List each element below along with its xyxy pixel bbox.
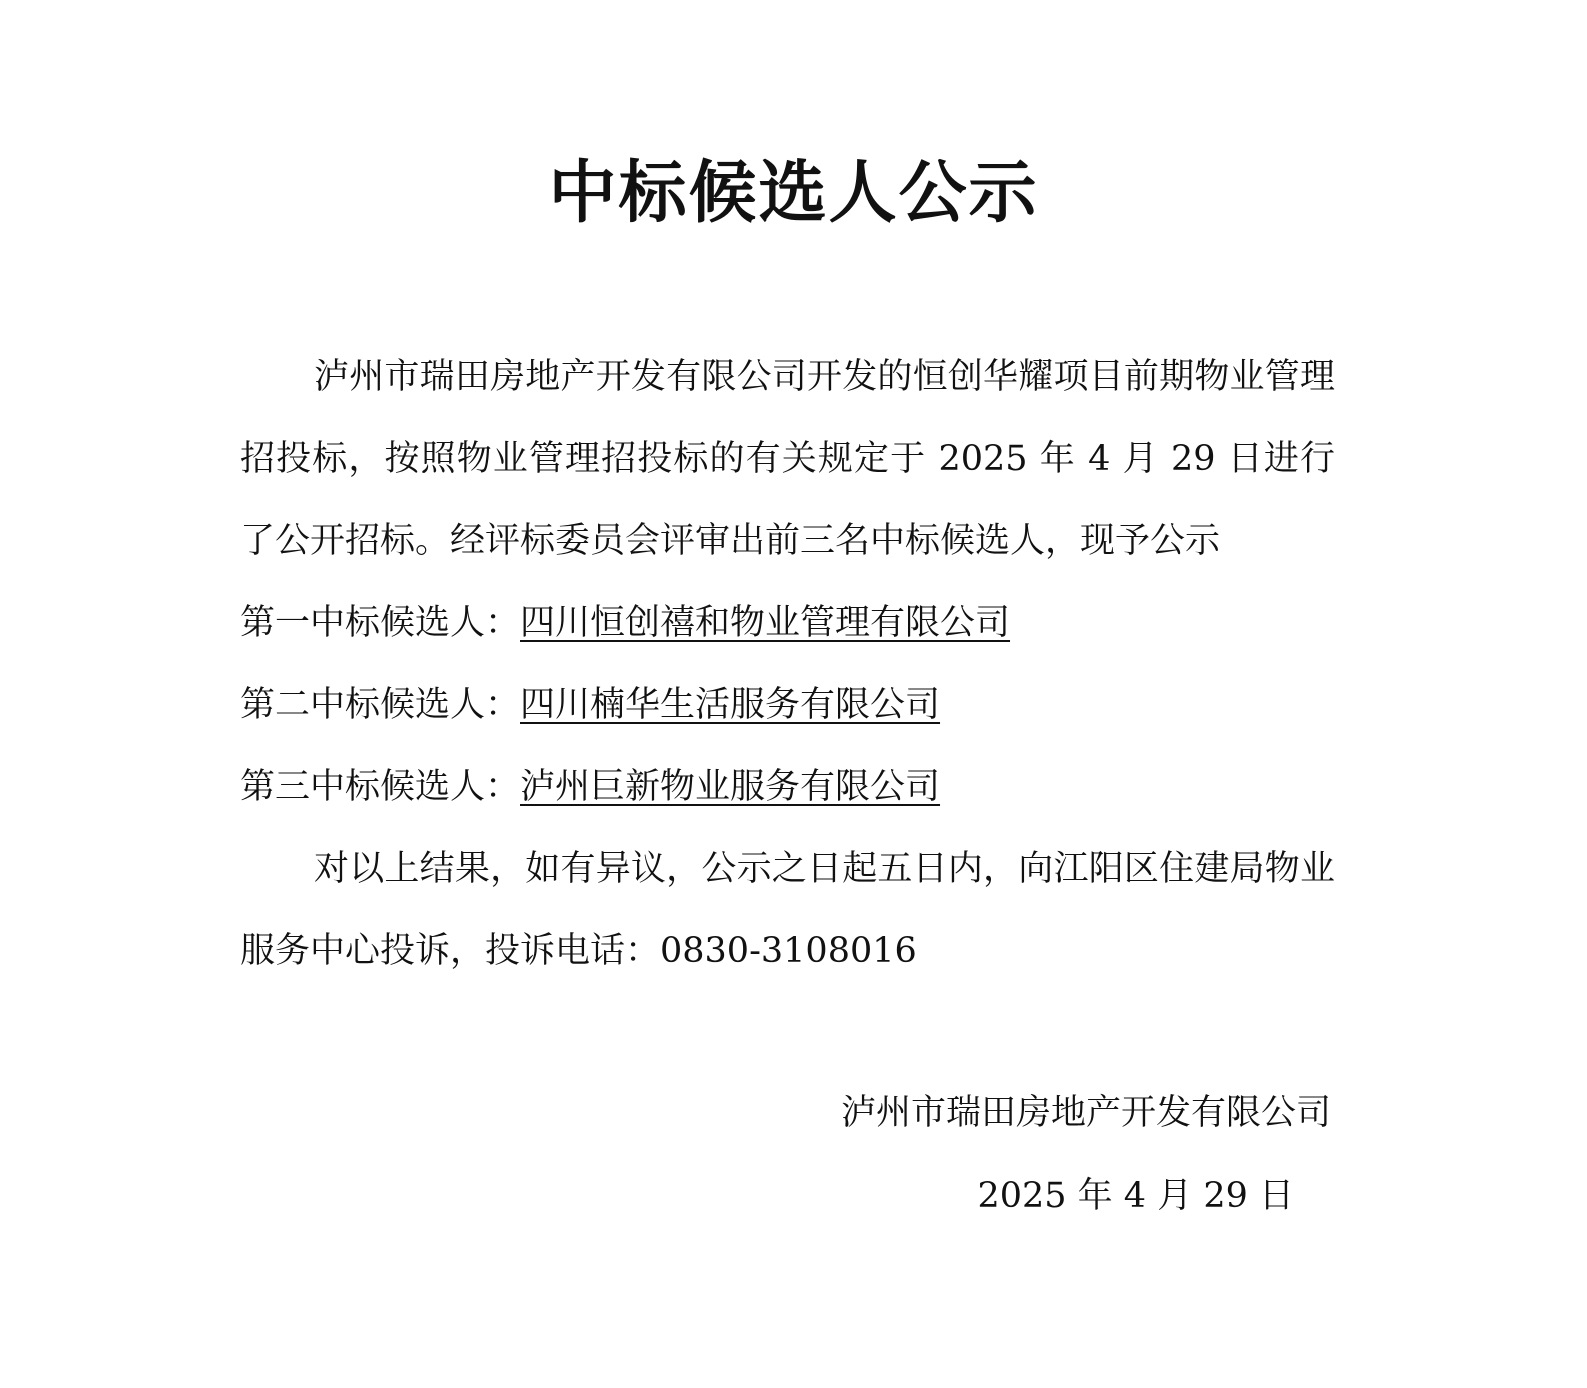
candidate-name: 四川恒创禧和物业管理有限公司	[520, 603, 1011, 643]
candidate-rank-label: 第二中标候选人：	[240, 685, 521, 725]
candidate-rank-label: 第一中标候选人：	[240, 603, 521, 643]
signature-organization: 泸州市瑞田房地产开发有限公司	[840, 1093, 1331, 1133]
intro-paragraph: 泸州市瑞田房地产开发有限公司开发的恒创华耀项目前期物业管理招投标，按照物业管理招投标的有关规定于 2025 年 4 月 29 日进行了公开招标。经评标委员会评审出前三名中标候选人，现予公示	[240, 357, 1335, 561]
candidate-name: 泸州巨新物业服务有限公司	[520, 767, 941, 807]
complaint-paragraph: 对以上结果，如有异议，公示之日起五日内，向江阳区住建局物业服务中心投诉，投诉电话：0830-3108016	[240, 849, 1335, 971]
candidate-name: 四川楠华生活服务有限公司	[520, 685, 941, 725]
candidate-line-2	[240, 664, 1335, 746]
candidate-line-1	[240, 582, 1335, 664]
notice-body	[240, 336, 1335, 992]
page-title: 中标候选人公示	[548, 153, 1039, 233]
candidate-line-3	[240, 746, 1335, 828]
signature-date: 2025 年 4 月 29 日	[977, 1176, 1294, 1216]
candidate-rank-label: 第三中标候选人：	[240, 767, 521, 807]
